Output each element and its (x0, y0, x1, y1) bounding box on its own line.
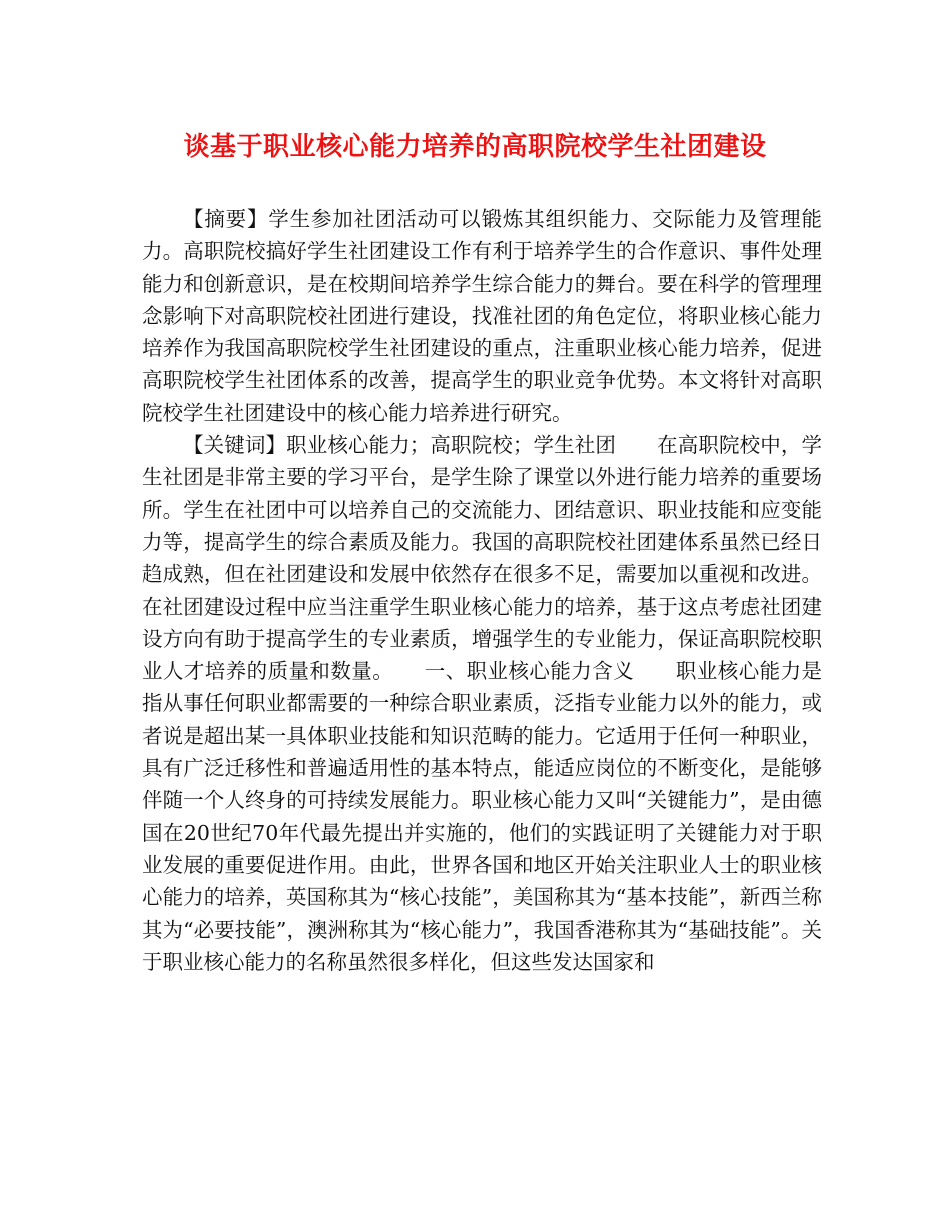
body-paragraph: 【关键词】职业核心能力；高职院校；学生社团 在高职院校中，学生社团是非常主要的学习平台，是学生除了课堂以外进行能力培养的重要场所。学生在社团中可以培养自己的交流能力、团结意识、职业技能和应变能力等，提高学生的综合素质及能力。我国的高职院校社团建体系虽然已经日趋成熟，但在社团建设和发展中依然存在很多不足，需要加以重视和改进。在社团建设过程中应当注重学生职业核心能力的培养，基于这点考虑社团建设方向有助于提高学生的专业素质，增强学生的专业能力，保证高职院校职业人才培养的质量和数量。 一、职业核心能力含义 职业核心能力是指从事任何职业都需要的一种综合职业素质，泛指专业能力以外的能力，或者说是超出某一具体职业技能和知识范畴的能力。它适用于任何一种职业，具有广泛迁移性和普遍适用性的基本特点，能适应岗位的不断变化，是能够伴随一个人终身的可持续发展能力。职业核心能力又叫“关键能力”，是由德国在20世纪70年代最先提出并实施的，他们的实践证明了关键能力对于职业发展的重要促进作用。由此，世界各国和地区开始关注职业人士的职业核心能力的培养，英国称其为“核心技能”，美国称其为“基本技能”，新西兰称其为“必要技能”，澳洲称其为“核心能力”，我国香港称其为“基础技能”。关于职业核心能力的名称虽然很多样化，但这些发达国家和 (142, 433, 822, 974)
abstract-paragraph: 【摘要】学生参加社团活动可以锻炼其组织能力、交际能力及管理能力。高职院校搞好学生社团建设工作有利于培养学生的合作意识、事件处理能力和创新意识，是在校期间培养学生综合能力的舞台。要在科学的管理理念影响下对高职院校社团进行建设，找准社团的角色定位，将职业核心能力培养作为我国高职院校学生社团建设的重点，注重职业核心能力培养，促进高职院校学生社团体系的改善，提高学生的职业竞争优势。本文将针对高职院校学生社团建设中的核心能力培养进行研究。 (142, 207, 822, 425)
document-body (142, 203, 822, 978)
document-title: 谈基于职业核心能力培养的高职院校学生社团建设 (183, 132, 767, 162)
